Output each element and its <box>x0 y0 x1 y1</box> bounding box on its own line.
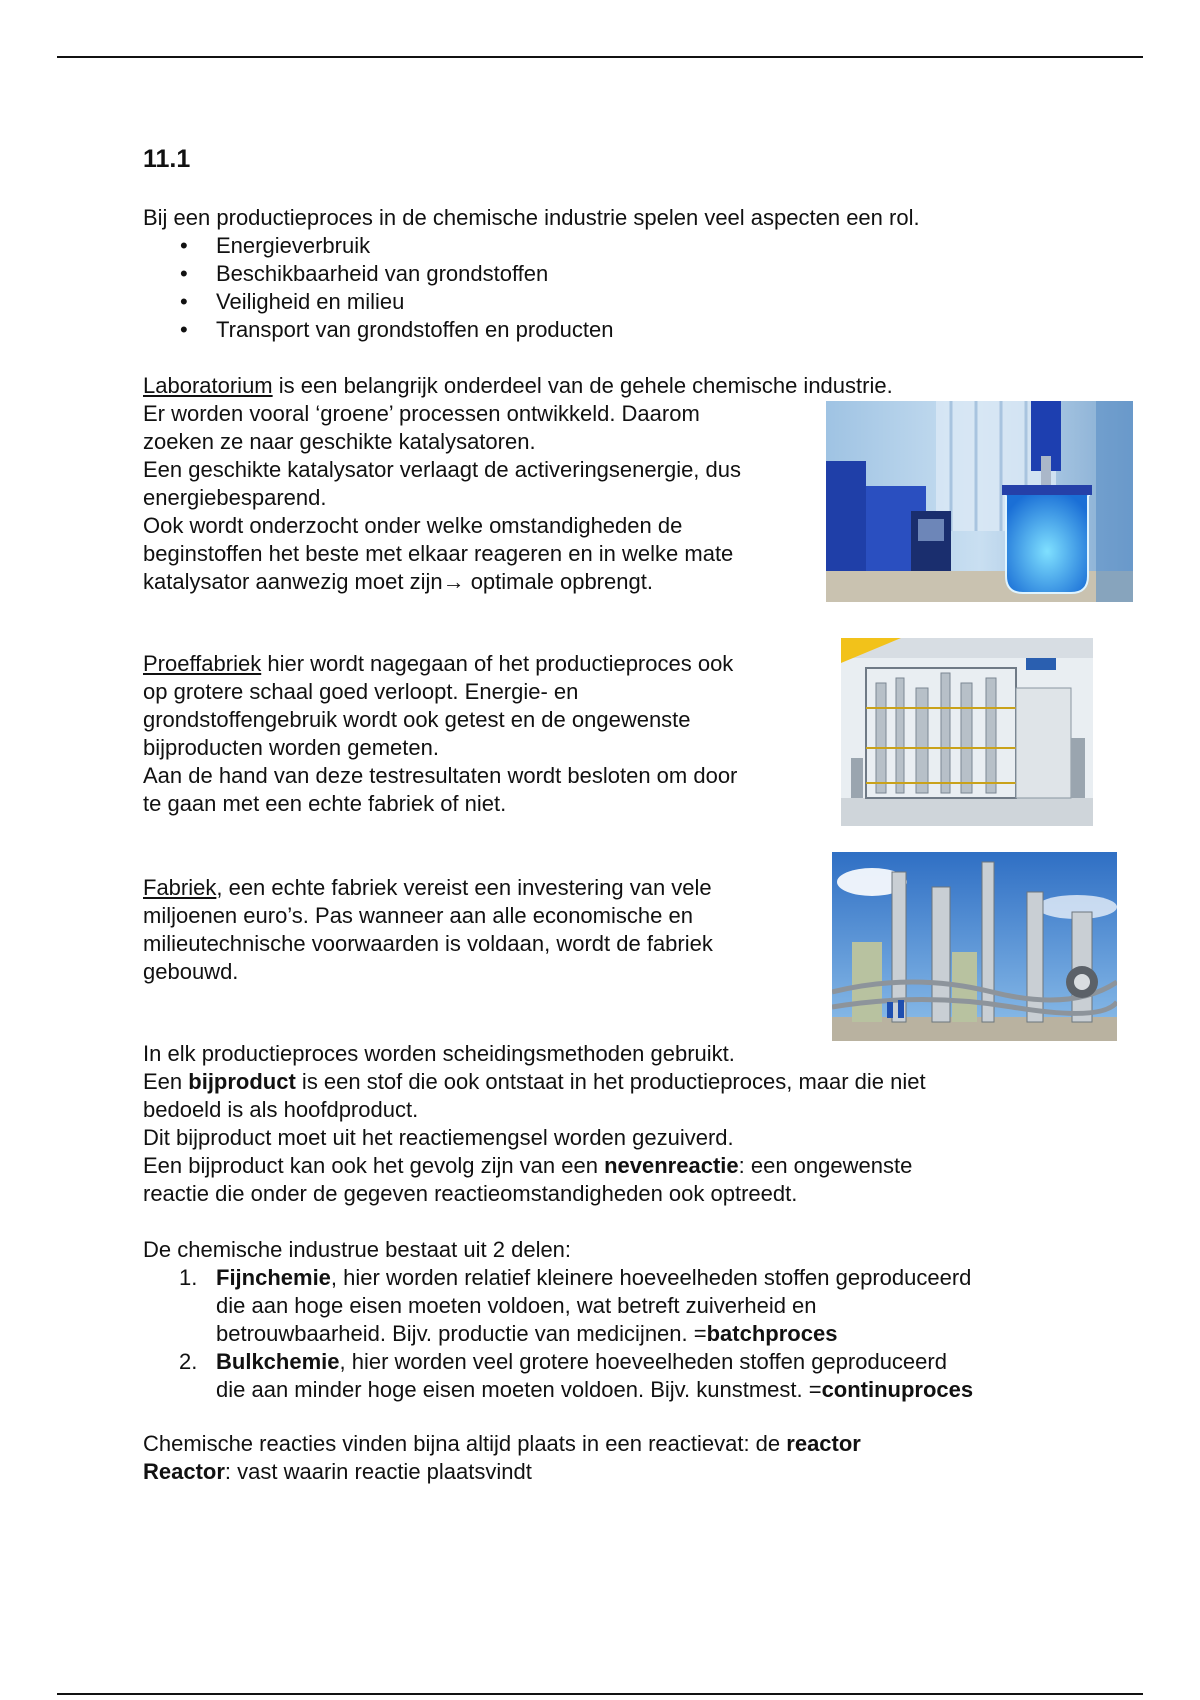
lab-line: katalysator aanwezig moet zijn→ optimale opbrengt. <box>143 569 653 594</box>
list-number: 1. <box>179 1265 198 1290</box>
proef-block <box>143 650 737 818</box>
lab-line: zoeken ze naar geschikte katalysatoren. <box>143 429 536 454</box>
footer-rule <box>57 1693 1143 1695</box>
text-run: Een bijproduct kan ook het gevolg zijn van een <box>143 1153 605 1178</box>
list-item <box>143 1264 973 1348</box>
header-rule <box>57 56 1143 58</box>
list-item: • Transport van grondstoffen en producten <box>143 316 920 344</box>
item-line <box>216 1320 973 1348</box>
lab-term: Laboratorium <box>143 373 273 398</box>
scheiding-line: reactie die onder de gegeven reactieomstandigheden ook optreedt. <box>143 1181 798 1206</box>
text-run: : vast waarin reactie plaatsvindt <box>224 1459 532 1484</box>
list-item <box>143 1348 973 1404</box>
lab-line: Ook wordt onderzocht onder welke omstandigheden de <box>143 513 683 538</box>
list-item: • Beschikbaarheid van grondstoffen <box>143 260 920 288</box>
text-run: Chemische reacties vinden bijna altijd plaats in een reactievat: de <box>143 1431 787 1456</box>
item-line <box>216 1376 973 1404</box>
scheiding-block <box>143 1040 926 1208</box>
text-run: : een ongewenste <box>738 1153 913 1178</box>
list-item: • Energieverbruik <box>143 232 920 260</box>
text-run: die aan minder hoge eisen moeten voldoen. Bijv. kunstmest. = <box>216 1377 822 1402</box>
proef-line <box>143 650 737 678</box>
proef-line: op grotere schaal goed verloopt. Energie- en <box>143 679 579 704</box>
fabriek-line1-rest: , een echte fabriek vereist een investering van vele <box>216 875 712 900</box>
proef-line: Aan de hand van deze testresultaten wordt besloten om door <box>143 763 738 788</box>
proef-line: bijproducten worden gemeten. <box>143 735 439 760</box>
pilot-plant-photo <box>841 638 1093 826</box>
scheiding-line: In elk productieproces worden scheidingsmethoden gebruikt. <box>143 1041 735 1066</box>
text-run: is een stof die ook ontstaat in het productieproces, maar die niet <box>295 1069 926 1094</box>
factory-photo <box>832 852 1117 1041</box>
term-bijproduct: bijproduct <box>188 1069 296 1094</box>
delen-list <box>143 1264 973 1404</box>
fabriek-line <box>143 874 713 902</box>
term-nevenreactie: nevenreactie <box>604 1153 739 1178</box>
aspect-list <box>143 232 920 344</box>
list-number: 2. <box>179 1349 198 1374</box>
reactor-line <box>143 1430 861 1458</box>
fabriek-line: gebouwd. <box>143 959 239 984</box>
item-line <box>216 1348 973 1376</box>
delen-intro: De chemische industrue bestaat uit 2 delen: <box>143 1237 572 1262</box>
scheiding-line: bedoeld is als hoofdproduct. <box>143 1097 419 1122</box>
scheiding-line <box>143 1152 926 1180</box>
lab-line <box>143 372 893 400</box>
section-heading: 11.1 <box>143 145 191 173</box>
fabriek-term: Fabriek <box>143 875 217 900</box>
term-bulkchemie: Bulkchemie <box>216 1349 340 1374</box>
term-fijnchemie: Fijnchemie <box>216 1265 331 1290</box>
fabriek-line: miljoenen euro’s. Pas wanneer aan alle economische en <box>143 903 693 928</box>
proef-line1-rest: hier wordt nagegaan of het productieproces ook <box>261 651 734 676</box>
term-reactor-def: Reactor <box>143 1459 225 1484</box>
text-run: , hier worden relatief kleinere hoeveelheden stoffen geproduceerd <box>330 1265 972 1290</box>
laboratory-photo <box>826 401 1133 602</box>
item-line <box>216 1264 973 1292</box>
list-item: • Veiligheid en milieu <box>143 288 920 316</box>
lab-line1-rest: is een belangrijk onderdeel van de gehele chemische industrie. <box>272 373 893 398</box>
text-run: , hier worden veel grotere hoeveelheden stoffen geproduceerd <box>339 1349 947 1374</box>
proef-line: te gaan met een echte fabriek of niet. <box>143 791 507 816</box>
text-run: Een <box>143 1069 189 1094</box>
scheiding-line: Dit bijproduct moet uit het reactiemengsel worden gezuiverd. <box>143 1125 734 1150</box>
reactor-line <box>143 1458 861 1486</box>
lab-line: Er worden vooral ‘groene’ processen ontwikkeld. Daarom <box>143 401 700 426</box>
scheiding-line <box>143 1068 926 1096</box>
term-continuproces: continuproces <box>821 1377 974 1402</box>
delen-block <box>143 1236 973 1404</box>
reactor-block <box>143 1430 861 1486</box>
fabriek-line: milieutechnische voorwaarden is voldaan, wordt de fabriek <box>143 931 713 956</box>
term-reactor: reactor <box>786 1431 861 1456</box>
intro-block <box>143 204 920 344</box>
lab-line: Een geschikte katalysator verlaagt de activeringsenergie, dus <box>143 457 742 482</box>
lab-block <box>143 372 893 596</box>
item-line: die aan hoge eisen moeten voldoen, wat betreft zuiverheid en <box>216 1293 817 1318</box>
lab-line: energiebesparend. <box>143 485 327 510</box>
lab-line: beginstoffen het beste met elkaar reageren en in welke mate <box>143 541 734 566</box>
fabriek-block <box>143 874 713 986</box>
term-batchproces: batchproces <box>706 1321 838 1346</box>
proef-term: Proeffabriek <box>143 651 262 676</box>
proef-line: grondstoffengebruik wordt ook getest en de ongewenste <box>143 707 691 732</box>
text-run: betrouwbaarheid. Bijv. productie van medicijnen. = <box>216 1321 707 1346</box>
intro-text: Bij een productieproces in de chemische industrie spelen veel aspecten een rol. <box>143 205 920 230</box>
